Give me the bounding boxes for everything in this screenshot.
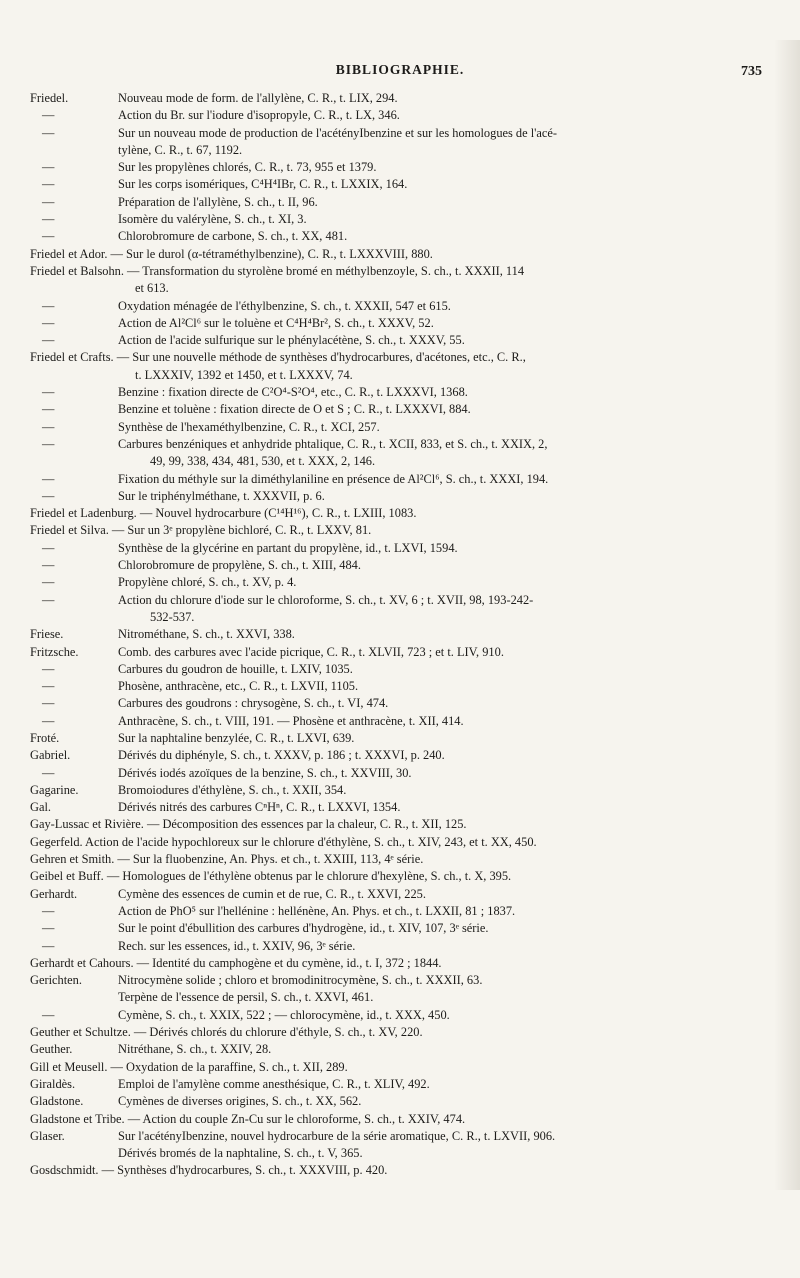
entry-author: — <box>42 333 55 348</box>
bibliography-line <box>30 332 775 349</box>
entry-description: Préparation de l'allylène, S. ch., t. II, 96. <box>118 194 318 209</box>
entry-text: Gehren et Smith. — Sur la fluobenzine, An. Phys. et ch., t. XXIII, 113, 4ᵉ série. <box>30 852 424 867</box>
page-header <box>30 62 770 84</box>
page-number: 735 <box>741 64 762 79</box>
entry-description: 49, 99, 338, 434, 481, 530, et t. XXX, 2, 146. <box>150 454 376 469</box>
bibliography-line <box>30 1093 775 1110</box>
entry-description: Action de PhO⁵ sur l'hellénine : hellénène, An. Phys. et ch., t. LXXII, 81 ; 1837. <box>118 903 516 918</box>
page-edge-shadow <box>774 40 800 1190</box>
bibliography-line <box>30 557 775 574</box>
bibliography-line <box>30 1041 775 1058</box>
bibliography-line <box>30 851 775 868</box>
bibliography-line <box>30 1076 775 1093</box>
entry-author: Froté. <box>30 730 60 745</box>
entry-author: Gladstone. <box>30 1094 84 1109</box>
bibliography-line <box>30 730 775 747</box>
entry-description: 532-537. <box>150 609 195 624</box>
entry-description: Chlorobromure de carbone, S. ch., t. XX, 481. <box>118 229 348 244</box>
bibliography-line <box>30 868 775 885</box>
entry-description: Nitrocymène solide ; chloro et bromodinitrocymène, S. ch., t. XXXII, 63. <box>118 973 483 988</box>
bibliography-line <box>30 938 775 955</box>
bibliography-line <box>30 211 775 228</box>
bibliography-line <box>30 782 775 799</box>
entry-text: Gerhardt et Cahours. — Identité du camphogène et du cymène, id., t. I, 372 ; 1844. <box>30 955 442 970</box>
entry-author: Gerichten. <box>30 973 82 988</box>
entry-author: — <box>42 315 55 330</box>
bibliography-line <box>30 972 775 989</box>
bibliography-line <box>30 661 775 678</box>
bibliography-line <box>30 298 775 315</box>
entry-author: — <box>42 298 55 313</box>
entry-description: Phosène, anthracène, etc., C. R., t. LXVII, 1105. <box>118 679 359 694</box>
entry-author: — <box>42 679 55 694</box>
entry-author: Fritzsche. <box>30 644 79 659</box>
entry-author: — <box>42 765 55 780</box>
entry-author: — <box>42 713 55 728</box>
entry-description: Sur l'acétényIbenzine, nouvel hydrocarbure de la série aromatique, C. R., t. LXVII, 906. <box>118 1128 556 1143</box>
bibliography-line <box>30 765 775 782</box>
entry-description: Synthèse de la glycérine en partant du propylène, id., t. LXVI, 1594. <box>118 540 458 555</box>
bibliography-line <box>30 107 775 124</box>
entry-description: Fixation du méthyle sur la diméthylaniline en présence de Al²Cl⁶, S. ch., t. XXXI, 194. <box>118 471 549 486</box>
entry-author: — <box>42 436 55 451</box>
entry-description: Action du chlorure d'iode sur le chloroforme, S. ch., t. XV, 6 ; t. XVII, 98, 193-242- <box>118 592 534 607</box>
entry-author: Glaser. <box>30 1128 65 1143</box>
entry-text: Friedel et Ador. — Sur le durol (α-tétraméthylbenzine), C. R., t. LXXXVIII, 880. <box>30 246 433 261</box>
entry-description: Nouveau mode de form. de l'allylène, C. R., t. LIX, 294. <box>118 91 398 105</box>
bibliography-line <box>30 1111 775 1128</box>
entry-text: Gill et Meusell. — Oxydation de la paraffine, S. ch., t. XII, 289. <box>30 1059 348 1074</box>
entry-description: Isomère du valérylène, S. ch., t. XI, 3. <box>118 212 307 227</box>
entry-description: tylène, C. R., t. 67, 1192. <box>118 142 243 157</box>
entry-author: — <box>42 558 55 573</box>
entry-author: — <box>42 471 55 486</box>
bibliography-line <box>30 1145 775 1162</box>
bibliography-line <box>30 505 775 522</box>
bibliography-line <box>30 125 775 142</box>
bibliography-line <box>30 471 775 488</box>
entry-author: — <box>42 592 55 607</box>
bibliography-line <box>30 176 775 193</box>
bibliography-line <box>30 609 775 626</box>
bibliography-line <box>30 574 775 591</box>
bibliography-line <box>30 713 775 730</box>
bibliography-line <box>30 989 775 1006</box>
entry-description: et 613. <box>135 281 169 296</box>
bibliography-line <box>30 453 775 470</box>
entry-text: Gay-Lussac et Rivière. — Décomposition des essences par la chaleur, C. R., t. XII, 125. <box>30 817 467 832</box>
bibliography-line <box>30 1007 775 1024</box>
bibliography-line <box>30 592 775 609</box>
entry-author: — <box>42 488 55 503</box>
entry-description: Propylène chloré, S. ch., t. XV, p. 4. <box>118 575 297 590</box>
entry-description: Carbures des goudrons : chrysogène, S. ch., t. VI, 474. <box>118 696 389 711</box>
bibliography-line <box>30 159 775 176</box>
bibliography-line <box>30 1024 775 1041</box>
entry-author: — <box>42 385 55 400</box>
bibliography-line <box>30 419 775 436</box>
entry-author: — <box>42 419 55 434</box>
entry-description: Action de Al²Cl⁶ sur le toluène et C⁴H⁴Br², S. ch., t. XXXV, 52. <box>118 315 434 330</box>
entry-description: Comb. des carbures avec l'acide picrique, C. R., t. XLVII, 723 ; et t. LIV, 910. <box>118 644 504 659</box>
entry-description: Cymènes de diverses origines, S. ch., t. XX, 562. <box>118 1094 362 1109</box>
bibliography-line <box>30 1059 775 1076</box>
entry-text: Gladstone et Tribe. — Action du couple Zn-Cu sur le chloroforme, S. ch., t. XXIV, 474. <box>30 1111 466 1126</box>
entry-description: Terpène de l'essence de persil, S. ch., t. XXVI, 461. <box>118 990 374 1005</box>
entry-author: — <box>42 229 55 244</box>
entry-description: Dérivés bromés de la naphtaline, S. ch., t. V, 365. <box>118 1146 363 1161</box>
entry-text: Friedel et Balsohn. — Transformation du styrolène bromé en méthylbenzoyle, S. ch., t. XXXII, 114 <box>30 263 525 278</box>
entry-description: Dérivés nitrés des carbures CⁿHⁿ, C. R., t. LXXVI, 1354. <box>118 800 401 815</box>
bibliography-line <box>30 903 775 920</box>
entry-author: — <box>42 1007 55 1022</box>
entry-author: Friese. <box>30 627 64 642</box>
entry-description: Sur les propylènes chlorés, C. R., t. 73, 955 et 1379. <box>118 160 377 175</box>
entry-author: Friedel. <box>30 91 69 105</box>
entry-text: Friedel et Ladenburg. — Nouvel hydrocarbure (C¹⁴H¹⁶), C. R., t. LXIII, 1083. <box>30 506 417 521</box>
entry-description: Carbures du goudron de houille, t. LXIV, 1035. <box>118 661 353 676</box>
entry-author: — <box>42 921 55 936</box>
bibliography-line <box>30 228 775 245</box>
entry-author: Gagarine. <box>30 782 79 797</box>
entry-description: Action de l'acide sulfurique sur le phénylacétène, S. ch., t. XXXV, 55. <box>118 333 465 348</box>
entry-description: Benzine et toluène : fixation directe de O et S ; C. R., t. LXXXVI, 884. <box>118 402 471 417</box>
entry-author: Gerhardt. <box>30 886 78 901</box>
entry-author: — <box>42 125 55 140</box>
bibliography-line <box>30 816 775 833</box>
bibliography-line <box>30 626 775 643</box>
entry-description: Benzine : fixation directe de C²O⁴-S²O⁴, etc., C. R., t. LXXXVI, 1368. <box>118 385 468 400</box>
entry-description: Sur les corps isomériques, C⁴H⁴IBr, C. R., t. LXXIX, 164. <box>118 177 408 192</box>
entry-description: Sur le triphénylméthane, t. XXXVII, p. 6. <box>118 488 325 503</box>
entry-description: Sur un nouveau mode de production de l'acétényIbenzine et sur les homologues de l'acé- <box>118 125 558 140</box>
bibliography-line <box>30 1162 775 1179</box>
entry-description: t. LXXXIV, 1392 et 1450, et t. LXXXV, 74. <box>135 367 353 382</box>
entry-description: Dérivés iodés azoïques de la benzine, S. ch., t. XXVIII, 30. <box>118 765 412 780</box>
bibliography-line <box>30 436 775 453</box>
running-title: BIBLIOGRAPHIE. <box>335 62 465 77</box>
bibliography-line <box>30 747 775 764</box>
entry-description: Cymène des essences de cumin et de rue, C. R., t. XXVI, 225. <box>118 886 426 901</box>
entry-description: Cymène, S. ch., t. XXIX, 522 ; — chlorocymène, id., t. XXX, 450. <box>118 1007 450 1022</box>
bibliography-line <box>30 367 775 384</box>
bibliography-list <box>30 90 775 1180</box>
entry-description: Sur la naphtaline benzylée, C. R., t. LXVI, 639. <box>118 730 355 745</box>
entry-description: Sur le point d'ébullition des carbures d'hydrogène, id., t. XIV, 107, 3ᵉ série. <box>118 921 489 936</box>
entry-author: — <box>42 194 55 209</box>
bibliography-line <box>30 349 775 366</box>
bibliography-line <box>30 488 775 505</box>
bibliography-line <box>30 678 775 695</box>
entry-description: Anthracène, S. ch., t. VIII, 191. — Phosène et anthracène, t. XII, 414. <box>118 713 464 728</box>
bibliography-line <box>30 194 775 211</box>
entry-author: — <box>42 212 55 227</box>
entry-author: — <box>42 661 55 676</box>
entry-author: — <box>42 108 55 123</box>
bibliography-line <box>30 280 775 297</box>
entry-description: Synthèse de l'hexaméthylbenzine, C. R., t. XCI, 257. <box>118 419 380 434</box>
bibliography-line <box>30 315 775 332</box>
bibliography-line <box>30 384 775 401</box>
entry-description: Bromoiodures d'éthylène, S. ch., t. XXII, 354. <box>118 782 347 797</box>
entry-author: — <box>42 575 55 590</box>
bibliography-line <box>30 401 775 418</box>
entry-text: Friedel et Crafts. — Sur une nouvelle méthode de synthèses d'hydrocarbures, d'acétones, etc., C. R., <box>30 350 526 365</box>
entry-description: Chlorobromure de propylène, S. ch., t. XIII, 484. <box>118 558 361 573</box>
entry-author: — <box>42 177 55 192</box>
entry-description: Emploi de l'amylène comme anesthésique, C. R., t. XLIV, 492. <box>118 1076 430 1091</box>
entry-text: Friedel et Silva. — Sur un 3ᵉ propylène bichloré, C. R., t. LXXV, 81. <box>30 523 372 538</box>
bibliography-line <box>30 695 775 712</box>
entry-description: Nitréthane, S. ch., t. XXIV, 28. <box>118 1042 272 1057</box>
bibliography-line <box>30 90 775 107</box>
bibliography-line <box>30 955 775 972</box>
bibliography-line <box>30 886 775 903</box>
entry-text: Geuther et Schultze. — Dérivés chlorés du chlorure d'éthyle, S. ch., t. XV, 220. <box>30 1025 423 1040</box>
entry-author: Gabriel. <box>30 748 71 763</box>
entry-text: Geibel et Buff. — Homologues de l'éthylène obtenus par le chlorure d'hexylène, S. ch., t. X, 395. <box>30 869 512 884</box>
bibliography-line <box>30 799 775 816</box>
bibliography-line <box>30 522 775 539</box>
entry-author: — <box>42 160 55 175</box>
bibliography-line <box>30 540 775 557</box>
entry-description: Nitrométhane, S. ch., t. XXVI, 338. <box>118 627 295 642</box>
entry-description: Rech. sur les essences, id., t. XXIV, 96, 3ᵉ série. <box>118 938 356 953</box>
bibliography-line <box>30 920 775 937</box>
entry-author: — <box>42 540 55 555</box>
entry-author: — <box>42 903 55 918</box>
entry-author: — <box>42 938 55 953</box>
entry-description: Carbures benzéniques et anhydride phtalique, C. R., t. XCII, 833, et S. ch., t. XXIX, 2, <box>118 436 548 451</box>
bibliography-line <box>30 834 775 851</box>
bibliography-line <box>30 1128 775 1145</box>
entry-author: Giraldès. <box>30 1076 76 1091</box>
entry-text: Gegerfeld. Action de l'acide hypochloreux sur le chlorure d'éthylène, S. ch., t. XIV, 243, et t. XX, 450. <box>30 834 537 849</box>
entry-description: Dérivés du diphényle, S. ch., t. XXXV, p. 186 ; t. XXXVI, p. 240. <box>118 748 445 763</box>
entry-author: — <box>42 402 55 417</box>
entry-author: Gal. <box>30 800 51 815</box>
entry-description: Action du Br. sur l'iodure d'isopropyle, C. R., t. LX, 346. <box>118 108 400 123</box>
entry-author: — <box>42 696 55 711</box>
entry-author: Geuther. <box>30 1042 73 1057</box>
bibliography-line <box>30 263 775 280</box>
entry-text: Gosdschmidt. — Synthèses d'hydrocarbures, S. ch., t. XXXVIII, p. 420. <box>30 1163 388 1178</box>
bibliography-line <box>30 246 775 263</box>
bibliography-line <box>30 142 775 159</box>
bibliography-line <box>30 644 775 661</box>
entry-description: Oxydation ménagée de l'éthylbenzine, S. ch., t. XXXII, 547 et 615. <box>118 298 451 313</box>
